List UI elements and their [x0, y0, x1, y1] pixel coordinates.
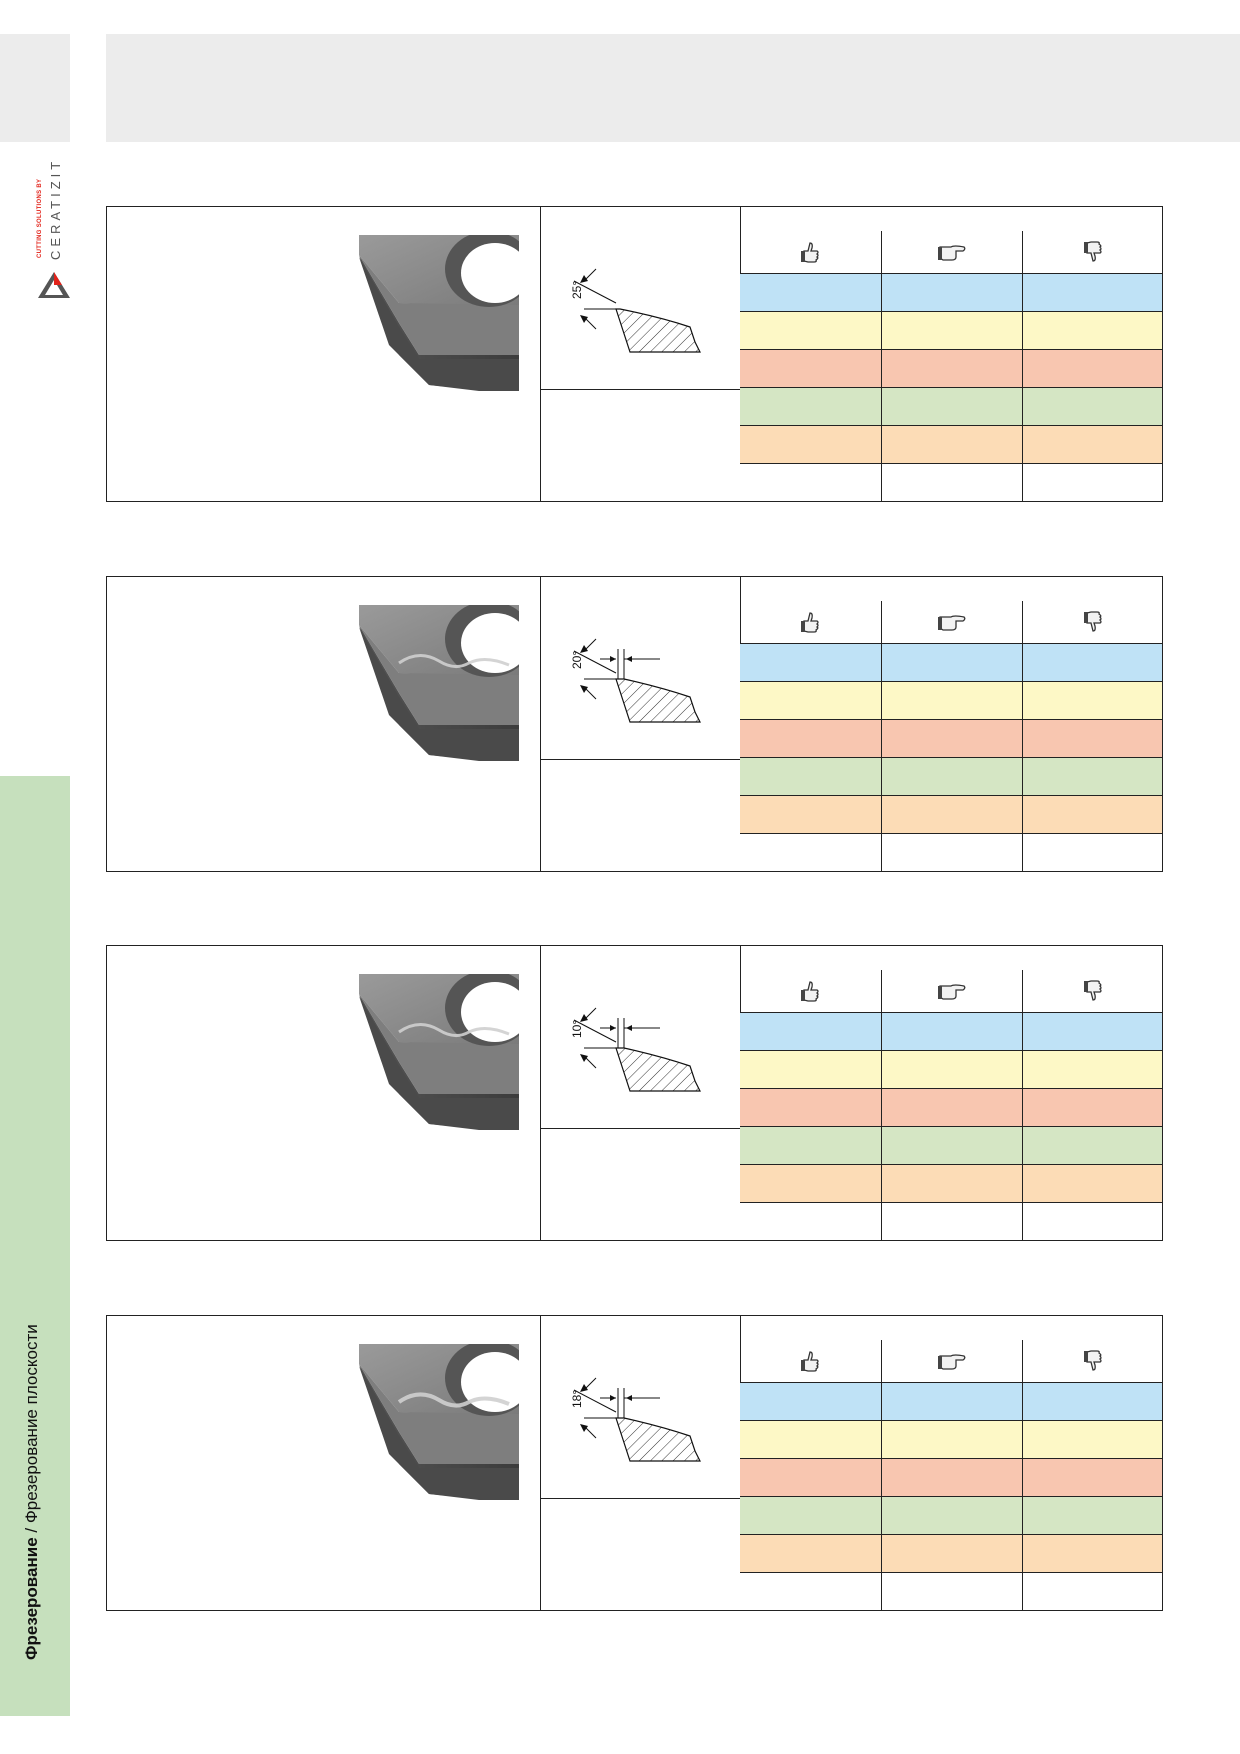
rating-cell — [1022, 1127, 1163, 1164]
rating-row — [740, 349, 1162, 387]
rating-cell — [740, 1383, 880, 1420]
rating-cell — [1022, 644, 1163, 681]
rating-cell — [740, 644, 880, 681]
insert-image — [359, 235, 519, 391]
rating-cell — [881, 426, 1022, 463]
insert-geometry-panel — [106, 576, 1163, 872]
divider — [540, 1316, 541, 1610]
thumb-side-icon — [881, 1340, 1022, 1382]
rating-cell — [881, 1127, 1022, 1164]
rating-cell — [1022, 1459, 1163, 1496]
rating-row — [740, 273, 1162, 311]
rating-cell — [740, 720, 880, 757]
rating-cell — [881, 682, 1022, 719]
rating-row — [740, 387, 1162, 425]
rating-table — [740, 970, 1162, 1240]
rating-cell — [740, 1497, 880, 1534]
thumb-down-icon — [1022, 1340, 1163, 1382]
rating-cell — [881, 758, 1022, 795]
thumb-side-icon — [881, 601, 1022, 643]
section-separator: / — [22, 1523, 41, 1538]
rating-cell — [1022, 350, 1163, 387]
insert-image — [359, 974, 519, 1130]
angle-label: 10° — [570, 1019, 584, 1038]
rating-cell — [740, 1535, 880, 1572]
section-title — [22, 1324, 42, 1660]
insert-geometry-panel — [106, 206, 1163, 502]
rating-cell — [740, 274, 880, 311]
rating-cell — [881, 834, 1022, 871]
side-tab-gray — [0, 34, 70, 142]
rating-cell — [740, 312, 880, 349]
divider — [540, 207, 541, 501]
rating-cell — [1022, 1383, 1163, 1420]
rating-cell — [881, 350, 1022, 387]
rating-cell — [1022, 1573, 1163, 1610]
insert-geometry-panel — [106, 945, 1163, 1241]
rating-cell — [740, 1421, 880, 1458]
rating-cell — [881, 720, 1022, 757]
rating-cell — [740, 1089, 880, 1126]
rating-row — [740, 1572, 1162, 1610]
rating-cell — [740, 388, 880, 425]
insert-image — [359, 1344, 519, 1500]
rating-row — [740, 833, 1162, 871]
ceratizit-logo-mark — [36, 270, 72, 300]
thumb-down-icon — [1022, 970, 1163, 1012]
rating-row — [740, 1420, 1162, 1458]
angle-label: 20° — [570, 650, 584, 669]
divider — [540, 1498, 740, 1499]
rating-cell — [881, 388, 1022, 425]
rating-cell — [740, 1013, 880, 1050]
logo-tagline: CUTTING SOLUTIONS BY — [37, 178, 43, 258]
rating-cell — [881, 1165, 1022, 1202]
rating-cell — [740, 426, 880, 463]
rating-cell — [881, 1497, 1022, 1534]
rating-row — [740, 1012, 1162, 1050]
insert-image — [359, 605, 519, 761]
rating-row — [740, 643, 1162, 681]
header-band — [106, 34, 1240, 142]
divider — [540, 577, 541, 871]
rating-cell — [881, 1051, 1022, 1088]
rating-row — [740, 463, 1162, 501]
rating-table — [740, 231, 1162, 501]
divider — [540, 1128, 740, 1129]
rating-cell — [1022, 464, 1163, 501]
rating-cell — [1022, 1535, 1163, 1572]
rating-row — [740, 311, 1162, 349]
rating-cell — [1022, 796, 1163, 833]
rating-row — [740, 1534, 1162, 1572]
rating-cell — [740, 796, 880, 833]
angle-label: 18° — [570, 1389, 584, 1408]
rating-cell — [881, 312, 1022, 349]
divider — [540, 946, 541, 1240]
thumb-side-icon — [881, 970, 1022, 1012]
rating-row — [740, 1050, 1162, 1088]
edge-profile-diagram — [550, 1346, 730, 1486]
rating-cell — [1022, 274, 1163, 311]
edge-profile-diagram — [550, 237, 730, 377]
rating-row — [740, 795, 1162, 833]
rating-cell — [1022, 1089, 1163, 1126]
rating-table — [740, 601, 1162, 871]
rating-cell — [881, 464, 1022, 501]
logo-brand: CERATIZIT — [48, 157, 63, 260]
rating-cell — [740, 350, 880, 387]
rating-cell — [881, 1089, 1022, 1126]
rating-row — [740, 1382, 1162, 1420]
rating-cell — [1022, 1165, 1163, 1202]
rating-cell — [881, 1459, 1022, 1496]
rating-cell — [881, 1421, 1022, 1458]
divider — [540, 759, 740, 760]
rating-row — [740, 1496, 1162, 1534]
rating-row — [740, 681, 1162, 719]
rating-row — [740, 719, 1162, 757]
thumb-up-icon — [740, 1340, 880, 1382]
edge-profile-diagram — [550, 607, 730, 747]
rating-cell — [1022, 834, 1163, 871]
rating-cell — [740, 1573, 880, 1610]
rating-icons-row — [740, 601, 1162, 643]
rating-cell — [881, 274, 1022, 311]
thumb-up-icon — [740, 231, 880, 273]
rating-cell — [740, 1203, 880, 1240]
thumb-side-icon — [881, 231, 1022, 273]
rating-row — [740, 1458, 1162, 1496]
rating-cell — [881, 1573, 1022, 1610]
rating-cell — [740, 1127, 880, 1164]
rating-table — [740, 1340, 1162, 1610]
angle-label: 25° — [570, 280, 584, 299]
rating-icons-row — [740, 1340, 1162, 1382]
rating-row — [740, 1164, 1162, 1202]
rating-cell — [740, 1051, 880, 1088]
thumb-down-icon — [1022, 231, 1163, 273]
rating-icons-row — [740, 231, 1162, 273]
thumb-up-icon — [740, 970, 880, 1012]
rating-cell — [1022, 758, 1163, 795]
section-category: Фрезерование — [22, 1537, 41, 1660]
rating-cell — [1022, 1051, 1163, 1088]
insert-geometry-panel — [106, 1315, 1163, 1611]
rating-cell — [1022, 426, 1163, 463]
rating-cell — [1022, 388, 1163, 425]
rating-cell — [1022, 312, 1163, 349]
rating-row — [740, 1126, 1162, 1164]
rating-cell — [881, 1383, 1022, 1420]
rating-cell — [881, 644, 1022, 681]
rating-cell — [1022, 1497, 1163, 1534]
rating-cell — [881, 1535, 1022, 1572]
rating-row — [740, 425, 1162, 463]
rating-cell — [881, 796, 1022, 833]
rating-cell — [740, 1165, 880, 1202]
rating-cell — [1022, 682, 1163, 719]
thumb-up-icon — [740, 601, 880, 643]
divider — [540, 389, 740, 390]
rating-cell — [1022, 720, 1163, 757]
rating-cell — [881, 1203, 1022, 1240]
rating-cell — [740, 464, 880, 501]
rating-cell — [740, 1459, 880, 1496]
rating-cell — [740, 682, 880, 719]
rating-cell — [1022, 1421, 1163, 1458]
rating-icons-row — [740, 970, 1162, 1012]
rating-row — [740, 1202, 1162, 1240]
rating-cell — [881, 1013, 1022, 1050]
section-subcategory: Фрезерование плоскости — [22, 1324, 41, 1524]
rating-row — [740, 757, 1162, 795]
rating-cell — [1022, 1203, 1163, 1240]
rating-row — [740, 1088, 1162, 1126]
rating-cell — [740, 758, 880, 795]
rating-cell — [1022, 1013, 1163, 1050]
rating-cell — [740, 834, 880, 871]
thumb-down-icon — [1022, 601, 1163, 643]
edge-profile-diagram — [550, 976, 730, 1116]
